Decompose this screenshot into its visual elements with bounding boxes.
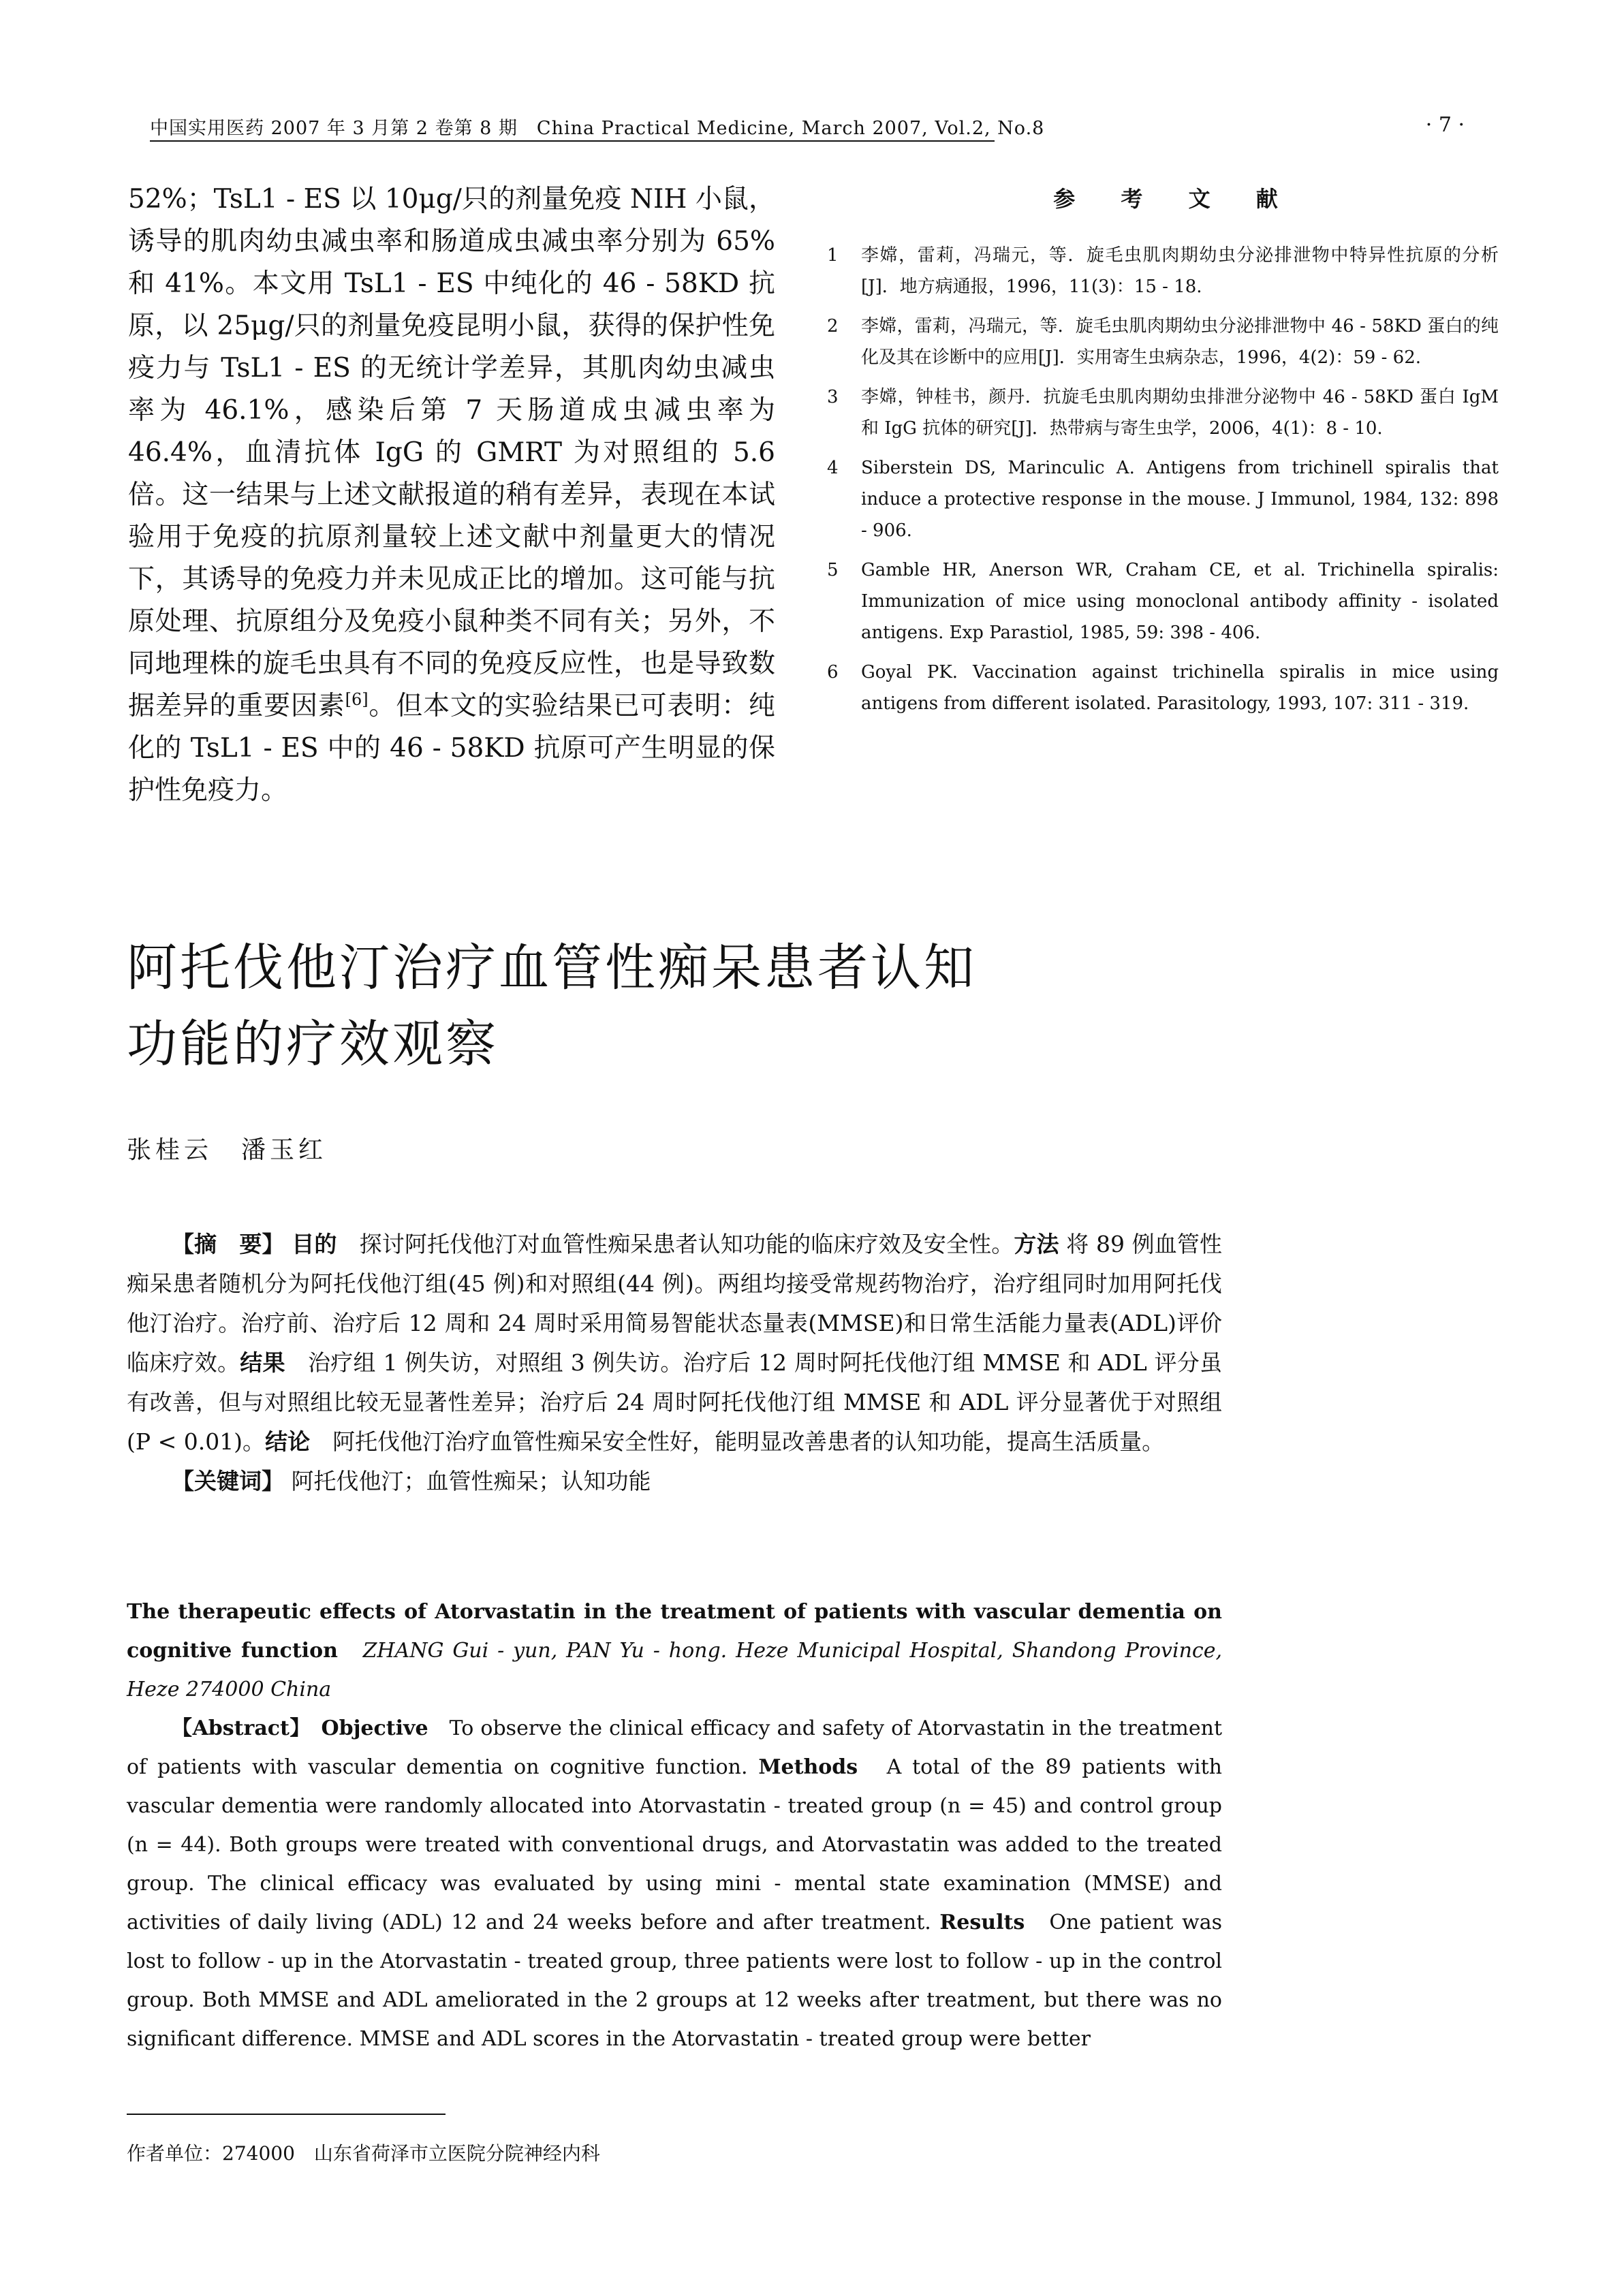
abstract-paragraph (127, 1225, 1222, 1462)
methods-label: 方法 (1014, 1231, 1059, 1257)
author-affiliation-footnote: 作者单位：274000 山东省荷泽市立医院分院神经内科 (127, 2142, 600, 2165)
reference-item (824, 657, 1499, 719)
reference-text: Goyal PK. Vaccination against trichinella spiralis in mice using antigens from different isolated. Parasitology, 1993, 107: 311 - 319. (861, 662, 1499, 714)
previous-article-text-column (128, 178, 775, 812)
reference-number: 6 (827, 662, 839, 682)
body-text: 52%；TsL1 - ES 以 10μg/只的剂量免疫 NIH 小鼠，诱导的肌肉幼虫减虫率和肠道成虫减虫率分别为 65%和 41%。本文用 TsL1 - ES 中纯化的 46 - 58KD 抗原，以 25μg/只的剂量免疫昆明小鼠，获得的保护性免疫力与 TsL1 - ES 的无统计学差异，其肌肉幼虫减虫率为 46.1%，感染后第 7 天肠道成虫减虫率为 46.4%，血清抗体 IgG 的 GMRT 为对照组的 5.6 倍。这一结果与上述文献报道的稍有差异，表现在本试验用于免疫的抗原剂量较上述文献中剂量更大的情况下，其诱导的免疫力并未见成正比的增加。这可能与抗原处理、抗原组分及免疫小鼠种类不同有关；另外，不同地理株的旋毛虫具有不同的免疫反应性，也是导致数据差异的重要因素 (128, 184, 775, 721)
objective-text: 探讨阿托伐他汀对血管性痴呆患者认知功能的临床疗效及安全性。 (359, 1231, 1014, 1257)
reference-number: 3 (827, 387, 839, 407)
article-title-line-2: 功能的疗效观察 (127, 1015, 499, 1073)
article-authors: 张桂云 潘玉红 (127, 1136, 328, 1164)
reference-text: 李嫦，钟桂书，颜丹．抗旋毛虫肌肉期幼虫排泄分泌物中 46 - 58KD 蛋白 IgM 和 IgG 抗体的研究[J]．热带病与寄生虫学，2006，4(1)：8 - 10. (861, 387, 1499, 439)
keywords-text: 阿托伐他汀；血管性痴呆；认知功能 (291, 1468, 651, 1494)
reference-item (824, 381, 1499, 444)
reference-number: 2 (827, 316, 839, 336)
english-title-paragraph (127, 1592, 1222, 1709)
reference-item (824, 452, 1499, 546)
reference-text: Gamble HR, Anerson WR, Craham CE, et al. Trichinella spiralis: Immunization of mice using monoclonal antibody affinity - isolated antigens. Exp Parastiol, 1985, 59: 398 - 406. (861, 560, 1499, 643)
english-title: The therapeutic effects of Atorvastatin in the treatment of patients with vascular dementia on cognitive function (127, 1600, 1222, 1663)
english-results-label: Results (939, 1911, 1025, 1934)
objective-label: 目的 (292, 1231, 337, 1257)
reference-item (824, 311, 1499, 373)
reference-number: 4 (827, 458, 839, 478)
article-title-line-1: 阿托伐他汀治疗血管性痴呆患者认知 (127, 939, 977, 997)
reference-text: 李嫦，雷莉，冯瑞元，等．旋毛虫肌肉期幼虫分泌排泄物中特异性抗原的分析[J]．地方病通报，1996，11(3)：15 - 18. (861, 245, 1499, 297)
references-heading: 参 考 文 献 (1053, 186, 1297, 212)
citation-mark: [6] (345, 690, 369, 709)
reference-item (824, 554, 1499, 648)
header-underline (150, 140, 995, 142)
page-number: · 7 · (1425, 113, 1465, 137)
references-section (824, 185, 1499, 727)
results-text: 治疗组 1 例失访，对照组 3 例失访。治疗后 12 周时阿托伐他汀组 MMSE 和 ADL 评分虽有改善，但与对照组比较无显著性差异；治疗后 24 周时阿托伐他汀组 MMSE 和 ADL 评分显著优于对照组(P < 0.01)。 (127, 1349, 1223, 1455)
reference-number: 5 (827, 560, 839, 580)
body-paragraph (128, 178, 775, 812)
chinese-abstract (127, 1225, 1222, 1501)
english-abstract (127, 1592, 1222, 2058)
english-objective-text: To observe the clinical efficacy and safety of Atorvastatin in the treatment of patients with vascular dementia on cognitive function. (127, 1716, 1223, 1779)
english-abstract-paragraph (127, 1709, 1222, 2058)
body-text-end: 。但本文的实验结果已可表明：纯化的 TsL1 - ES 中的 46 - 58KD 抗原可产生明显的保护性免疫力。 (128, 691, 775, 806)
reference-item (824, 240, 1499, 302)
keywords-paragraph (127, 1462, 1222, 1501)
english-results-text: One patient was lost to follow - up in the Atorvastatin - treated group, three patients were lost to follow - up in the control group. Both MMSE and ADL ameliorated in the 2 groups at 12 weeks after treatment, but there was no significant difference. MMSE and ADL scores in the Atorvastatin - treated group were better (127, 1911, 1222, 2051)
reference-number: 1 (827, 245, 839, 266)
english-abstract-label: 【Abstract】 (172, 1716, 300, 1740)
conclusion-text: 阿托伐他汀治疗血管性痴呆安全性好，能明显改善患者的认知功能，提高生活质量。 (332, 1428, 1165, 1455)
results-label: 结果 (240, 1349, 285, 1376)
journal-citation-line: 中国实用医药 2007 年 3 月第 2 卷第 8 期 China Practical Medicine, March 2007, Vol.2, No.8 (150, 118, 1045, 139)
english-methods-label: Methods (758, 1755, 858, 1779)
methods-text: 将 89 例血管性痴呆患者随机分为阿托伐他汀组(45 例)和对照组(44 例)。两组均接受常规药物治疗，治疗组同时加用阿托伐他汀治疗。治疗前、治疗后 12 周和 24 周时采用简易智能状态量表(MMSE)和日常生活能力量表(ADL)评价临床疗效。 (127, 1231, 1223, 1376)
footnote-divider (127, 2114, 446, 2115)
abstract-label: 【摘 要】 (172, 1231, 285, 1257)
english-authors-affiliation: ZHANG Gui - yun, PAN Yu - hong. Heze Municipal Hospital, Shandong Province, Heze 274000 China (127, 1639, 1222, 1701)
reference-text: Siberstein DS, Marinculic A. Antigens from trichinell spiralis that induce a protective response in the mouse. J Immunol, 1984, 132: 898 - 906. (861, 458, 1499, 541)
english-objective-label: Objective (321, 1716, 428, 1740)
reference-text: 李嫦，雷莉，冯瑞元，等．旋毛虫肌肉期幼虫分泌排泄物中 46 - 58KD 蛋白的纯化及其在诊断中的应用[J]．实用寄生虫病杂志，1996，4(2)：59 - 62. (861, 316, 1499, 368)
english-methods-text: A total of the 89 patients with vascular dementia were randomly allocated into Atorvastatin - treated group (n = 45) and control group (n = 44). Both groups were treated with conventional drugs, and Atorvastatin was added to the treated group. The clinical efficacy was evaluated by using mini - mental state examination (MMSE) and activities of daily living (ADL) 12 and 24 weeks before and after treatment. (127, 1755, 1222, 1934)
conclusion-label: 结论 (265, 1428, 311, 1455)
article-title (127, 930, 1421, 1082)
keywords-label: 【关键词】 (172, 1468, 284, 1494)
running-header (150, 113, 1465, 143)
